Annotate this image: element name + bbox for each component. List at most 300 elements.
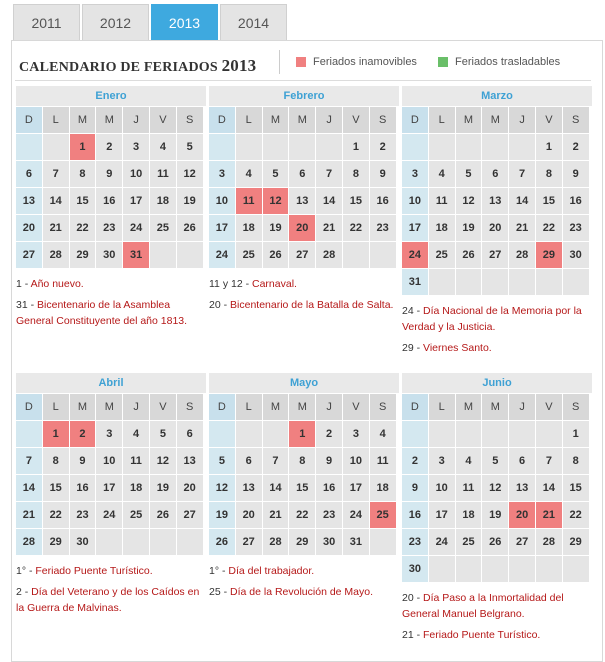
day-cell[interactable]: 4 (236, 161, 262, 187)
day-cell[interactable]: 26 (150, 502, 176, 528)
day-cell[interactable]: 10 (96, 448, 122, 474)
weekday-header: J (316, 107, 342, 133)
day-cell[interactable]: 1 (536, 134, 562, 160)
legend-fixed (296, 56, 417, 68)
day-cell[interactable]: 9 (402, 475, 428, 501)
tab-2013[interactable]: 2013 (151, 4, 218, 40)
day-cell[interactable]: 26 (263, 242, 289, 268)
day-cell[interactable]: 4 (123, 421, 149, 447)
holiday-note (16, 563, 206, 579)
empty-cell (370, 242, 396, 268)
empty-cell (482, 134, 508, 160)
holiday-note-text[interactable]: Día del trabajador. (228, 565, 315, 577)
day-cell[interactable]: 9 (316, 448, 342, 474)
day-cell[interactable]: 27 (289, 242, 315, 268)
day-cell[interactable]: 8 (70, 161, 96, 187)
day-cell[interactable]: 22 (563, 502, 589, 528)
day-cell[interactable]: 12 (150, 448, 176, 474)
empty-cell (509, 556, 535, 582)
day-cell[interactable]: 19 (209, 502, 235, 528)
day-cell[interactable]: 14 (16, 475, 42, 501)
day-cell[interactable]: 15 (70, 188, 96, 214)
day-cell[interactable]: 30 (96, 242, 122, 268)
day-cell[interactable]: 10 (429, 475, 455, 501)
weekday-header: M (456, 107, 482, 133)
day-cell[interactable]: 19 (456, 215, 482, 241)
empty-cell (43, 134, 69, 160)
day-cell[interactable]: 5 (482, 448, 508, 474)
month-grid (209, 107, 399, 268)
empty-cell (482, 556, 508, 582)
day-cell[interactable]: 13 (482, 188, 508, 214)
empty-cell (289, 134, 315, 160)
day-cell[interactable]: 5 (150, 421, 176, 447)
day-cell[interactable]: 13 (236, 475, 262, 501)
day-cell[interactable]: 24 (123, 215, 149, 241)
day-cell[interactable]: 27 (482, 242, 508, 268)
day-cell[interactable]: 8 (43, 448, 69, 474)
day-cell[interactable]: 28 (43, 242, 69, 268)
day-cell[interactable]: 22 (43, 502, 69, 528)
holiday-note-days: 25 - (209, 586, 231, 598)
day-cell[interactable]: 29 (70, 242, 96, 268)
tab-2014[interactable]: 2014 (220, 4, 287, 40)
day-cell[interactable]: 11 (150, 161, 176, 187)
empty-cell (150, 529, 176, 555)
day-cell[interactable]: 25 (236, 242, 262, 268)
day-cell[interactable]: 16 (370, 188, 396, 214)
day-cell[interactable]: 8 (289, 448, 315, 474)
day-cell[interactable]: 25 (456, 529, 482, 555)
day-cell[interactable]: 18 (150, 188, 176, 214)
day-cell[interactable]: 20 (236, 502, 262, 528)
day-cell[interactable]: 11 (236, 188, 262, 214)
empty-cell (150, 242, 176, 268)
day-cell[interactable]: 15 (563, 475, 589, 501)
holiday-note-days: 21 - (402, 629, 424, 641)
day-cell[interactable]: 19 (482, 502, 508, 528)
holiday-note (16, 584, 206, 616)
weekday-header: V (150, 107, 176, 133)
weekday-header: S (177, 394, 203, 420)
day-cell[interactable]: 2 (563, 134, 589, 160)
day-cell[interactable]: 6 (16, 161, 42, 187)
month-grid (209, 394, 399, 555)
day-cell[interactable]: 29 (43, 529, 69, 555)
day-cell[interactable]: 20 (509, 502, 535, 528)
day-cell[interactable]: 6 (289, 161, 315, 187)
header-divider (279, 50, 280, 74)
weekday-header: L (236, 107, 262, 133)
day-cell[interactable]: 14 (509, 188, 535, 214)
day-cell[interactable]: 19 (177, 188, 203, 214)
day-cell[interactable]: 29 (289, 529, 315, 555)
month-title: Enero (16, 86, 206, 107)
weekday-header: S (563, 394, 589, 420)
day-cell[interactable]: 6 (236, 448, 262, 474)
day-cell[interactable]: 28 (536, 529, 562, 555)
empty-cell (509, 421, 535, 447)
day-cell[interactable]: 11 (123, 448, 149, 474)
day-cell[interactable]: 10 (123, 161, 149, 187)
empty-cell (509, 269, 535, 295)
empty-cell (236, 134, 262, 160)
day-cell[interactable]: 3 (402, 161, 428, 187)
day-cell[interactable]: 7 (536, 448, 562, 474)
day-cell[interactable]: 28 (263, 529, 289, 555)
legend-swatch-movable (438, 57, 448, 67)
day-cell[interactable]: 5 (177, 134, 203, 160)
tab-2011[interactable]: 2011 (13, 4, 80, 40)
day-cell[interactable]: 3 (209, 161, 235, 187)
month-title: Marzo (402, 86, 592, 107)
empty-cell (343, 242, 369, 268)
day-cell[interactable]: 6 (177, 421, 203, 447)
weekday-header: M (482, 107, 508, 133)
day-cell[interactable]: 23 (96, 215, 122, 241)
holiday-note (209, 297, 399, 313)
holiday-note (402, 303, 592, 335)
holiday-note-text[interactable]: Feriado Puente Turístico. (35, 565, 153, 577)
day-cell[interactable]: 20 (16, 215, 42, 241)
day-cell[interactable]: 13 (509, 475, 535, 501)
holiday-note-days: 1 - (16, 278, 31, 290)
day-cell[interactable]: 1 (43, 421, 69, 447)
day-cell[interactable]: 5 (263, 161, 289, 187)
day-cell[interactable]: 31 (402, 269, 428, 295)
day-cell[interactable]: 10 (402, 188, 428, 214)
day-cell[interactable]: 15 (289, 475, 315, 501)
empty-cell (96, 529, 122, 555)
day-cell[interactable]: 12 (482, 475, 508, 501)
weekday-header: D (402, 394, 428, 420)
day-cell[interactable]: 17 (429, 502, 455, 528)
day-cell[interactable]: 2 (70, 421, 96, 447)
weekday-header: S (563, 107, 589, 133)
weekday-header: J (509, 107, 535, 133)
day-cell[interactable]: 4 (456, 448, 482, 474)
day-cell[interactable]: 15 (536, 188, 562, 214)
day-cell[interactable]: 13 (289, 188, 315, 214)
day-cell[interactable]: 12 (263, 188, 289, 214)
month-marzo (402, 86, 592, 361)
empty-cell (482, 421, 508, 447)
day-cell[interactable]: 20 (482, 215, 508, 241)
day-cell[interactable]: 30 (316, 529, 342, 555)
day-cell[interactable]: 17 (402, 215, 428, 241)
empty-cell (123, 529, 149, 555)
empty-cell (316, 134, 342, 160)
title-text: CALENDARIO DE FERIADOS (19, 60, 218, 75)
month-grid (402, 394, 592, 582)
empty-cell (177, 529, 203, 555)
day-cell[interactable]: 7 (263, 448, 289, 474)
tab-2012[interactable]: 2012 (82, 4, 149, 40)
holiday-note-days: 31 - (16, 299, 38, 311)
day-cell[interactable]: 18 (429, 215, 455, 241)
empty-cell (536, 269, 562, 295)
day-cell[interactable]: 5 (209, 448, 235, 474)
day-cell[interactable]: 14 (316, 188, 342, 214)
month-grid (16, 107, 206, 268)
day-cell[interactable]: 20 (177, 475, 203, 501)
day-cell[interactable]: 16 (70, 475, 96, 501)
day-cell[interactable]: 12 (209, 475, 235, 501)
day-cell[interactable]: 8 (563, 448, 589, 474)
day-cell[interactable]: 24 (402, 242, 428, 268)
holiday-notes (16, 563, 206, 616)
holiday-note-text[interactable]: Feriado Puente Turístico. (423, 629, 541, 641)
holiday-note-text[interactable]: Año nuevo. (30, 278, 84, 290)
holiday-note-text[interactable]: Día de la Revolución de Mayo. (230, 586, 374, 598)
holiday-note-text[interactable]: Carnaval. (252, 278, 297, 290)
day-cell[interactable]: 28 (316, 242, 342, 268)
month-title: Mayo (209, 373, 399, 394)
holiday-note-text[interactable]: Bicentenario de la Asamblea General Constituyente del año 1813. (16, 299, 188, 327)
day-cell[interactable]: 16 (316, 475, 342, 501)
weekday-header: M (263, 107, 289, 133)
day-cell[interactable]: 20 (289, 215, 315, 241)
month-junio (402, 373, 592, 648)
day-cell[interactable]: 15 (43, 475, 69, 501)
weekday-header: S (370, 107, 396, 133)
day-cell[interactable]: 26 (482, 529, 508, 555)
day-cell[interactable]: 28 (16, 529, 42, 555)
day-cell[interactable]: 25 (429, 242, 455, 268)
holiday-note-days: 11 y 12 - (209, 278, 252, 290)
holiday-notes (209, 276, 399, 313)
day-cell[interactable]: 28 (509, 242, 535, 268)
holiday-note-text[interactable]: Día Paso a la Inmortalidad del General Manuel Belgrano. (402, 592, 564, 620)
day-cell[interactable]: 18 (456, 502, 482, 528)
day-cell[interactable]: 7 (316, 161, 342, 187)
holiday-note (16, 297, 206, 329)
empty-cell (370, 529, 396, 555)
day-cell[interactable]: 23 (316, 502, 342, 528)
day-cell[interactable]: 7 (509, 161, 535, 187)
day-cell[interactable]: 16 (563, 188, 589, 214)
day-cell[interactable]: 19 (150, 475, 176, 501)
day-cell[interactable]: 6 (482, 161, 508, 187)
weekday-header: L (429, 107, 455, 133)
holiday-notes (209, 563, 399, 600)
month-grid (16, 394, 206, 555)
holiday-note-days: 1° - (16, 565, 36, 577)
empty-cell (536, 556, 562, 582)
holiday-note-days: 1° - (209, 565, 229, 577)
day-cell[interactable]: 26 (456, 242, 482, 268)
day-cell[interactable]: 17 (123, 188, 149, 214)
day-cell[interactable]: 1 (563, 421, 589, 447)
day-cell[interactable]: 2 (316, 421, 342, 447)
holiday-notes (402, 303, 592, 356)
day-cell[interactable]: 21 (43, 215, 69, 241)
holiday-note (402, 340, 592, 356)
day-cell[interactable]: 10 (343, 448, 369, 474)
holiday-note-days: 29 - (402, 342, 424, 354)
holiday-note (16, 276, 206, 292)
holiday-note-days: 20 - (209, 299, 231, 311)
day-cell[interactable]: 2 (370, 134, 396, 160)
day-cell[interactable]: 11 (456, 475, 482, 501)
day-cell[interactable]: 9 (563, 161, 589, 187)
weekday-header: D (209, 107, 235, 133)
holiday-note-text[interactable]: Día Nacional de la Memoria por la Verdad y la Justicia. (402, 305, 582, 333)
day-cell[interactable]: 23 (370, 215, 396, 241)
weekday-header: L (236, 394, 262, 420)
day-cell[interactable]: 30 (70, 529, 96, 555)
holiday-note (209, 563, 399, 579)
day-cell[interactable]: 13 (177, 448, 203, 474)
day-cell[interactable]: 12 (177, 161, 203, 187)
day-cell[interactable]: 18 (236, 215, 262, 241)
legend-movable (438, 56, 560, 68)
day-cell[interactable]: 4 (150, 134, 176, 160)
weekday-header: M (70, 394, 96, 420)
day-cell[interactable]: 7 (43, 161, 69, 187)
day-cell[interactable]: 24 (209, 242, 235, 268)
day-cell[interactable]: 17 (96, 475, 122, 501)
day-cell[interactable]: 21 (536, 502, 562, 528)
day-cell[interactable]: 18 (123, 475, 149, 501)
day-cell[interactable]: 27 (509, 529, 535, 555)
day-cell[interactable]: 14 (536, 475, 562, 501)
day-cell[interactable]: 25 (370, 502, 396, 528)
weekday-header: M (289, 394, 315, 420)
day-cell[interactable]: 8 (536, 161, 562, 187)
empty-cell (16, 421, 42, 447)
empty-cell (429, 421, 455, 447)
empty-cell (482, 269, 508, 295)
holiday-note (402, 590, 592, 622)
day-cell[interactable]: 5 (456, 161, 482, 187)
empty-cell (563, 556, 589, 582)
holiday-note-text[interactable]: Viernes Santo. (423, 342, 492, 354)
month-grid (402, 107, 592, 295)
empty-cell (263, 421, 289, 447)
day-cell[interactable]: 14 (43, 188, 69, 214)
day-cell[interactable]: 9 (370, 161, 396, 187)
day-cell[interactable]: 21 (16, 502, 42, 528)
day-cell[interactable]: 21 (316, 215, 342, 241)
empty-cell (177, 242, 203, 268)
day-cell[interactable]: 27 (177, 502, 203, 528)
weekday-header: J (123, 394, 149, 420)
day-cell[interactable]: 22 (343, 215, 369, 241)
day-cell[interactable]: 23 (563, 215, 589, 241)
day-cell[interactable]: 3 (429, 448, 455, 474)
day-cell[interactable]: 29 (563, 529, 589, 555)
weekday-header: D (209, 394, 235, 420)
weekday-header: M (263, 394, 289, 420)
day-cell[interactable]: 4 (370, 421, 396, 447)
month-title: Abril (16, 373, 206, 394)
day-cell[interactable]: 3 (96, 421, 122, 447)
day-cell[interactable]: 21 (509, 215, 535, 241)
day-cell[interactable]: 21 (263, 502, 289, 528)
day-cell[interactable]: 18 (370, 475, 396, 501)
empty-cell (429, 556, 455, 582)
holiday-note (402, 627, 592, 643)
day-cell[interactable]: 17 (343, 475, 369, 501)
weekday-header: M (70, 107, 96, 133)
day-cell[interactable]: 4 (429, 161, 455, 187)
day-cell[interactable]: 1 (343, 134, 369, 160)
empty-cell (456, 134, 482, 160)
day-cell[interactable]: 27 (236, 529, 262, 555)
day-cell[interactable]: 15 (343, 188, 369, 214)
day-cell[interactable]: 1 (289, 421, 315, 447)
day-cell[interactable]: 12 (456, 188, 482, 214)
weekday-header: M (96, 394, 122, 420)
day-cell[interactable]: 30 (563, 242, 589, 268)
day-cell[interactable]: 3 (123, 134, 149, 160)
day-cell[interactable]: 2 (402, 448, 428, 474)
day-cell[interactable]: 2 (96, 134, 122, 160)
day-cell[interactable]: 3 (343, 421, 369, 447)
day-cell[interactable]: 24 (343, 502, 369, 528)
day-cell[interactable]: 13 (16, 188, 42, 214)
empty-cell (236, 421, 262, 447)
day-cell[interactable]: 26 (209, 529, 235, 555)
day-cell[interactable]: 31 (343, 529, 369, 555)
holiday-note-text[interactable]: Día del Veterano y de los Caídos en la Guerra de Malvinas. (16, 586, 200, 614)
day-cell[interactable]: 7 (16, 448, 42, 474)
day-cell[interactable]: 16 (402, 502, 428, 528)
legend-label-movable: Feriados trasladables (455, 56, 561, 68)
month-abril (16, 373, 206, 621)
day-cell[interactable]: 11 (370, 448, 396, 474)
day-cell[interactable]: 8 (343, 161, 369, 187)
day-cell[interactable]: 22 (289, 502, 315, 528)
day-cell[interactable]: 26 (177, 215, 203, 241)
day-cell[interactable]: 11 (429, 188, 455, 214)
day-cell[interactable]: 27 (16, 242, 42, 268)
weekday-header: D (16, 394, 42, 420)
day-cell[interactable]: 17 (209, 215, 235, 241)
day-cell[interactable]: 29 (536, 242, 562, 268)
weekday-header: M (96, 107, 122, 133)
day-cell[interactable]: 14 (263, 475, 289, 501)
legend-swatch-fixed (296, 57, 306, 67)
day-cell[interactable]: 24 (96, 502, 122, 528)
day-cell[interactable]: 16 (96, 188, 122, 214)
holiday-note-text[interactable]: Bicentenario de la Batalla de Salta. (230, 299, 394, 311)
holiday-notes (16, 276, 206, 329)
day-cell[interactable]: 9 (96, 161, 122, 187)
day-cell[interactable]: 25 (123, 502, 149, 528)
day-cell[interactable]: 23 (402, 529, 428, 555)
weekday-header: V (343, 107, 369, 133)
empty-cell (429, 134, 455, 160)
day-cell[interactable]: 9 (70, 448, 96, 474)
holiday-note-days: 2 - (16, 586, 32, 598)
day-cell[interactable]: 22 (536, 215, 562, 241)
day-cell[interactable]: 25 (150, 215, 176, 241)
weekday-header: S (177, 107, 203, 133)
empty-cell (16, 134, 42, 160)
day-cell[interactable]: 22 (70, 215, 96, 241)
day-cell[interactable]: 1 (70, 134, 96, 160)
day-cell[interactable]: 24 (429, 529, 455, 555)
day-cell[interactable]: 30 (402, 556, 428, 582)
day-cell[interactable]: 10 (209, 188, 235, 214)
day-cell[interactable]: 31 (123, 242, 149, 268)
day-cell[interactable]: 23 (70, 502, 96, 528)
day-cell[interactable]: 19 (263, 215, 289, 241)
weekday-header: M (482, 394, 508, 420)
day-cell[interactable]: 6 (509, 448, 535, 474)
